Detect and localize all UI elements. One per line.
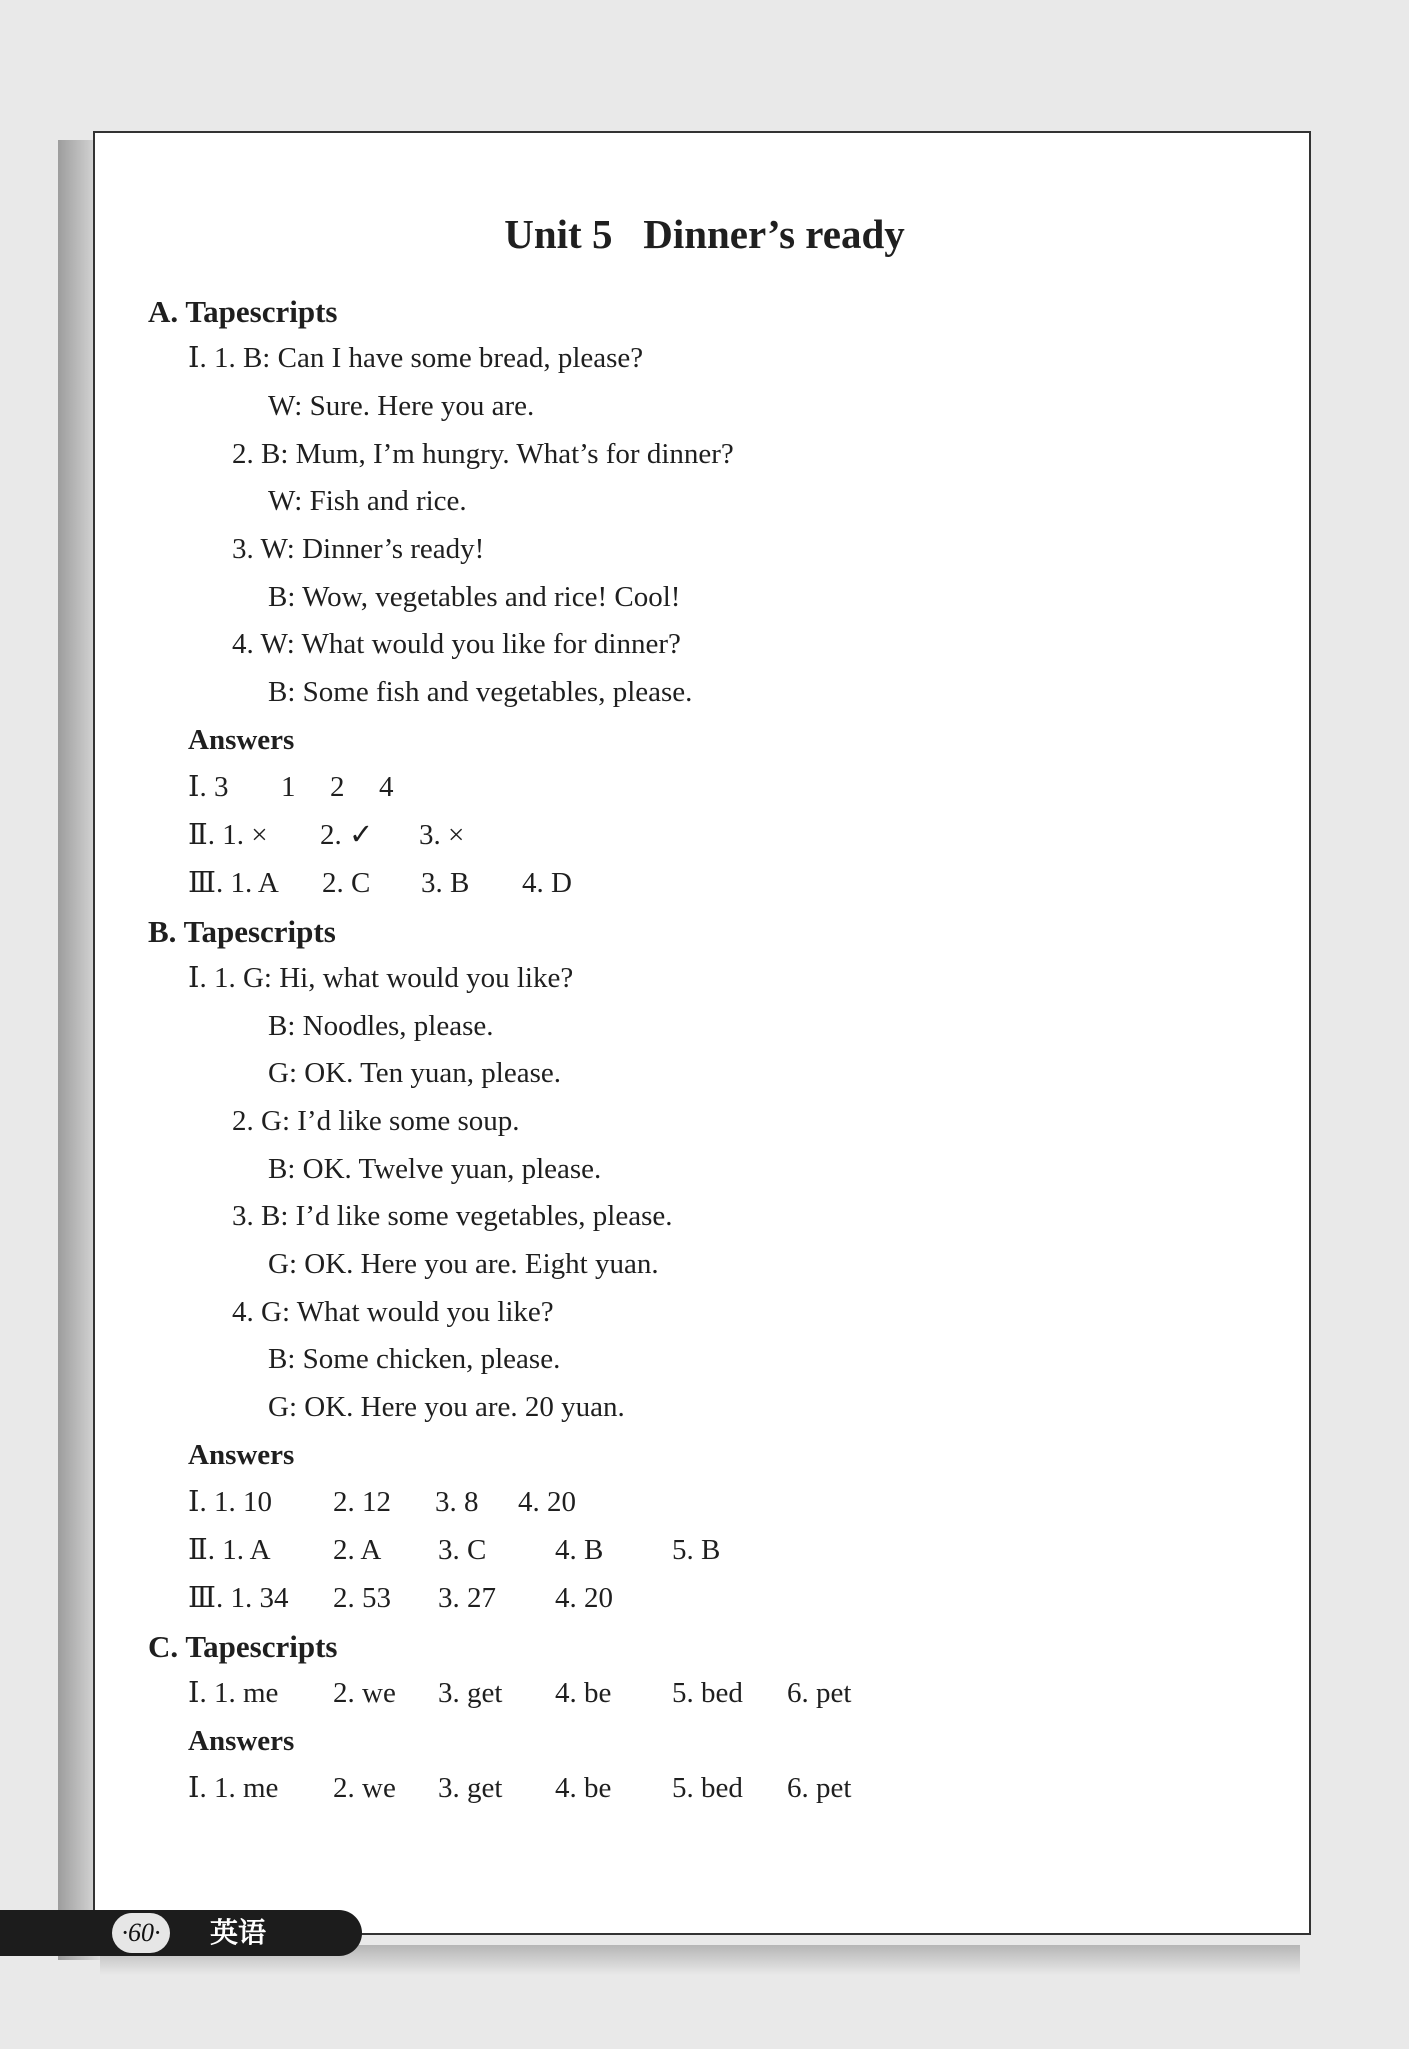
script-line: 2. B: Mum, I’m hungry. What’s for dinner? [232, 438, 734, 470]
script-item: 4. be [555, 1677, 612, 1709]
answer-item: 2. we [333, 1772, 396, 1804]
answer-item: Ⅰ. 1. me [188, 1772, 279, 1804]
script-line: 2. G: I’d like some soup. [232, 1105, 520, 1137]
answer-item: 3. B [421, 867, 470, 899]
script-line: B: Some chicken, please. [268, 1343, 561, 1375]
page-number: ·60· [112, 1913, 170, 1953]
answer-item: Ⅰ. 1. 10 [188, 1486, 272, 1518]
script-item: 2. we [333, 1677, 396, 1709]
answer-item: 2 [330, 771, 345, 803]
script-line: B: Noodles, please. [268, 1010, 494, 1042]
answer-item: 5. B [672, 1534, 721, 1566]
script-line: B: OK. Twelve yuan, please. [268, 1153, 602, 1185]
answer-item: Ⅱ. 1. A [188, 1534, 271, 1566]
script-line: Ⅰ. 1. G: Hi, what would you like? [188, 962, 574, 994]
script-line: G: OK. Here you are. 20 yuan. [268, 1391, 625, 1423]
script-line: B: Some fish and vegetables, please. [268, 676, 693, 708]
subject-label: 英语 [210, 1916, 267, 1949]
answer-item: 4. 20 [518, 1486, 576, 1518]
script-item: 5. bed [672, 1677, 743, 1709]
answer-item: 3. C [438, 1534, 487, 1566]
script-line: 3. W: Dinner’s ready! [232, 533, 485, 565]
answer-item: 2. ✓ [320, 819, 374, 851]
script-line: G: OK. Here you are. Eight yuan. [268, 1248, 659, 1280]
answer-item: Ⅱ. 1. × [188, 819, 268, 851]
answer-item: 2. 12 [333, 1486, 391, 1518]
answer-item: Ⅲ. 1. 34 [188, 1582, 289, 1614]
script-line: G: OK. Ten yuan, please. [268, 1057, 562, 1089]
answer-item: 6. pet [787, 1772, 852, 1804]
answer-item: 3. 8 [435, 1486, 479, 1518]
answers-heading: Answers [188, 724, 295, 756]
answer-item: 2. 53 [333, 1582, 391, 1614]
answer-item: Ⅲ. 1. A [188, 867, 279, 899]
section-b-heading: B. Tapescripts [148, 914, 336, 949]
answer-item: 2. A [333, 1534, 382, 1566]
answers-heading: Answers [188, 1439, 295, 1471]
answer-item: 3. get [438, 1772, 503, 1804]
answer-item: 3. 27 [438, 1582, 496, 1614]
answer-item: 4. 20 [555, 1582, 613, 1614]
answer-item: 4 [379, 771, 394, 803]
answer-item: 4. be [555, 1772, 612, 1804]
answer-item: 4. B [555, 1534, 604, 1566]
answer-item: Ⅰ. 3 [188, 771, 229, 803]
script-line: 4. G: What would you like? [232, 1296, 554, 1328]
answer-item: 4. D [522, 867, 572, 899]
answer-item: 5. bed [672, 1772, 743, 1804]
script-line: W: Fish and rice. [268, 485, 467, 517]
script-line: W: Sure. Here you are. [268, 390, 535, 422]
script-item: 6. pet [787, 1677, 852, 1709]
answer-item: 1 [281, 771, 296, 803]
answer-item: 3. × [419, 819, 465, 851]
script-line: Ⅰ. 1. B: Can I have some bread, please? [188, 342, 644, 374]
script-item: 3. get [438, 1677, 503, 1709]
script-item: Ⅰ. 1. me [188, 1677, 279, 1709]
section-c-heading: C. Tapescripts [148, 1629, 338, 1664]
script-line: 4. W: What would you like for dinner? [232, 628, 681, 660]
answer-item: 2. C [322, 867, 371, 899]
page-title: Unit 5 Dinner’s ready [504, 211, 905, 257]
answers-heading: Answers [188, 1725, 295, 1757]
footer-bar [0, 1910, 362, 1956]
script-line: 3. B: I’d like some vegetables, please. [232, 1200, 673, 1232]
section-a-heading: A. Tapescripts [148, 294, 338, 329]
script-line: B: Wow, vegetables and rice! Cool! [268, 581, 681, 613]
